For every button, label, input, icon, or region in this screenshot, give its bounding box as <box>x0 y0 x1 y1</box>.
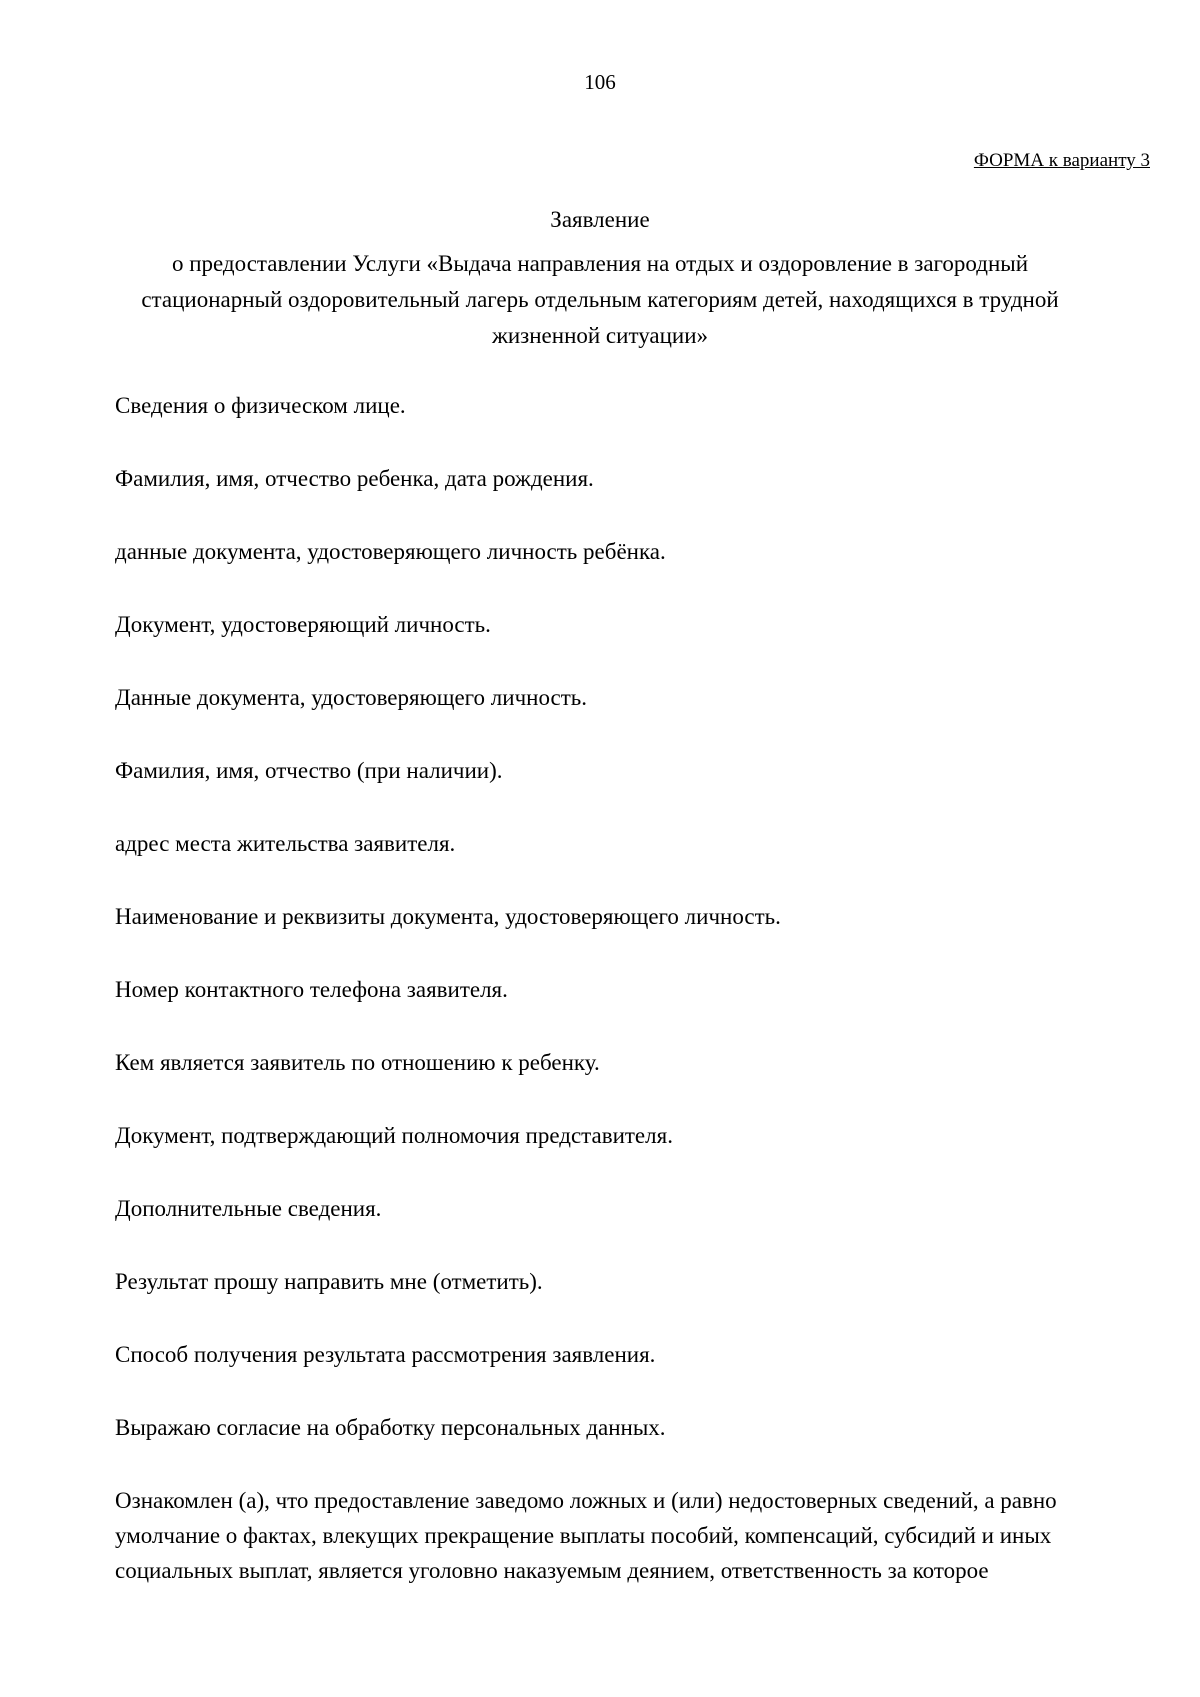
field-child-name-birthdate: Фамилия, имя, отчество ребенка, дата рождения. <box>115 466 594 491</box>
page-number: 106 <box>584 70 616 94</box>
notice-line: социальных выплат, является уголовно наказуемым деянием, ответственность за которое <box>115 1558 989 1583</box>
field-representative-authority: Документ, подтверждающий полномочия представителя. <box>115 1123 673 1148</box>
field-id-document: Документ, удостоверяющий личность. <box>115 612 491 637</box>
subtitle-line: жизненной ситуации» <box>491 323 709 348</box>
form-variant-label: ФОРМА к варианту 3 <box>973 150 1150 171</box>
document-title: Заявление <box>550 207 650 232</box>
field-result-receipt-method: Способ получения результата рассмотрения заявления. <box>115 1342 656 1367</box>
subtitle-line: стационарный оздоровительный лагерь отдельным категориям детей, находящихся в трудной <box>141 287 1059 312</box>
field-applicant-relation: Кем является заявитель по отношению к ребенку. <box>115 1050 600 1075</box>
field-id-document-details: Наименование и реквизиты документа, удостоверяющего личность. <box>115 904 781 929</box>
field-id-document-data: Данные документа, удостоверяющего личность. <box>115 685 588 710</box>
document-subtitle <box>100 246 1100 354</box>
notice-line: умолчание о фактах, влекущих прекращение выплаты пособий, компенсаций, субсидий и иных <box>115 1523 1052 1548</box>
field-result-delivery: Результат прошу направить мне (отметить). <box>115 1269 543 1294</box>
field-additional-info: Дополнительные сведения. <box>115 1196 382 1221</box>
liability-notice <box>115 1483 1115 1588</box>
field-personal-data-consent: Выражаю согласие на обработку персональных данных. <box>115 1415 666 1440</box>
field-child-id-document-data: данные документа, удостоверяющего личность ребёнка. <box>115 539 666 564</box>
notice-line: Ознакомлен (а), что предоставление заведомо ложных и (или) недостоверных сведений, а равно <box>115 1488 1057 1513</box>
field-full-name: Фамилия, имя, отчество (при наличии). <box>115 758 503 783</box>
field-physical-person-info: Сведения о физическом лице. <box>115 393 406 418</box>
field-applicant-address: адрес места жительства заявителя. <box>115 831 456 856</box>
subtitle-line: о предоставлении Услуги «Выдача направления на отдых и оздоровление в загородный <box>171 251 1029 276</box>
field-applicant-phone: Номер контактного телефона заявителя. <box>115 977 508 1002</box>
